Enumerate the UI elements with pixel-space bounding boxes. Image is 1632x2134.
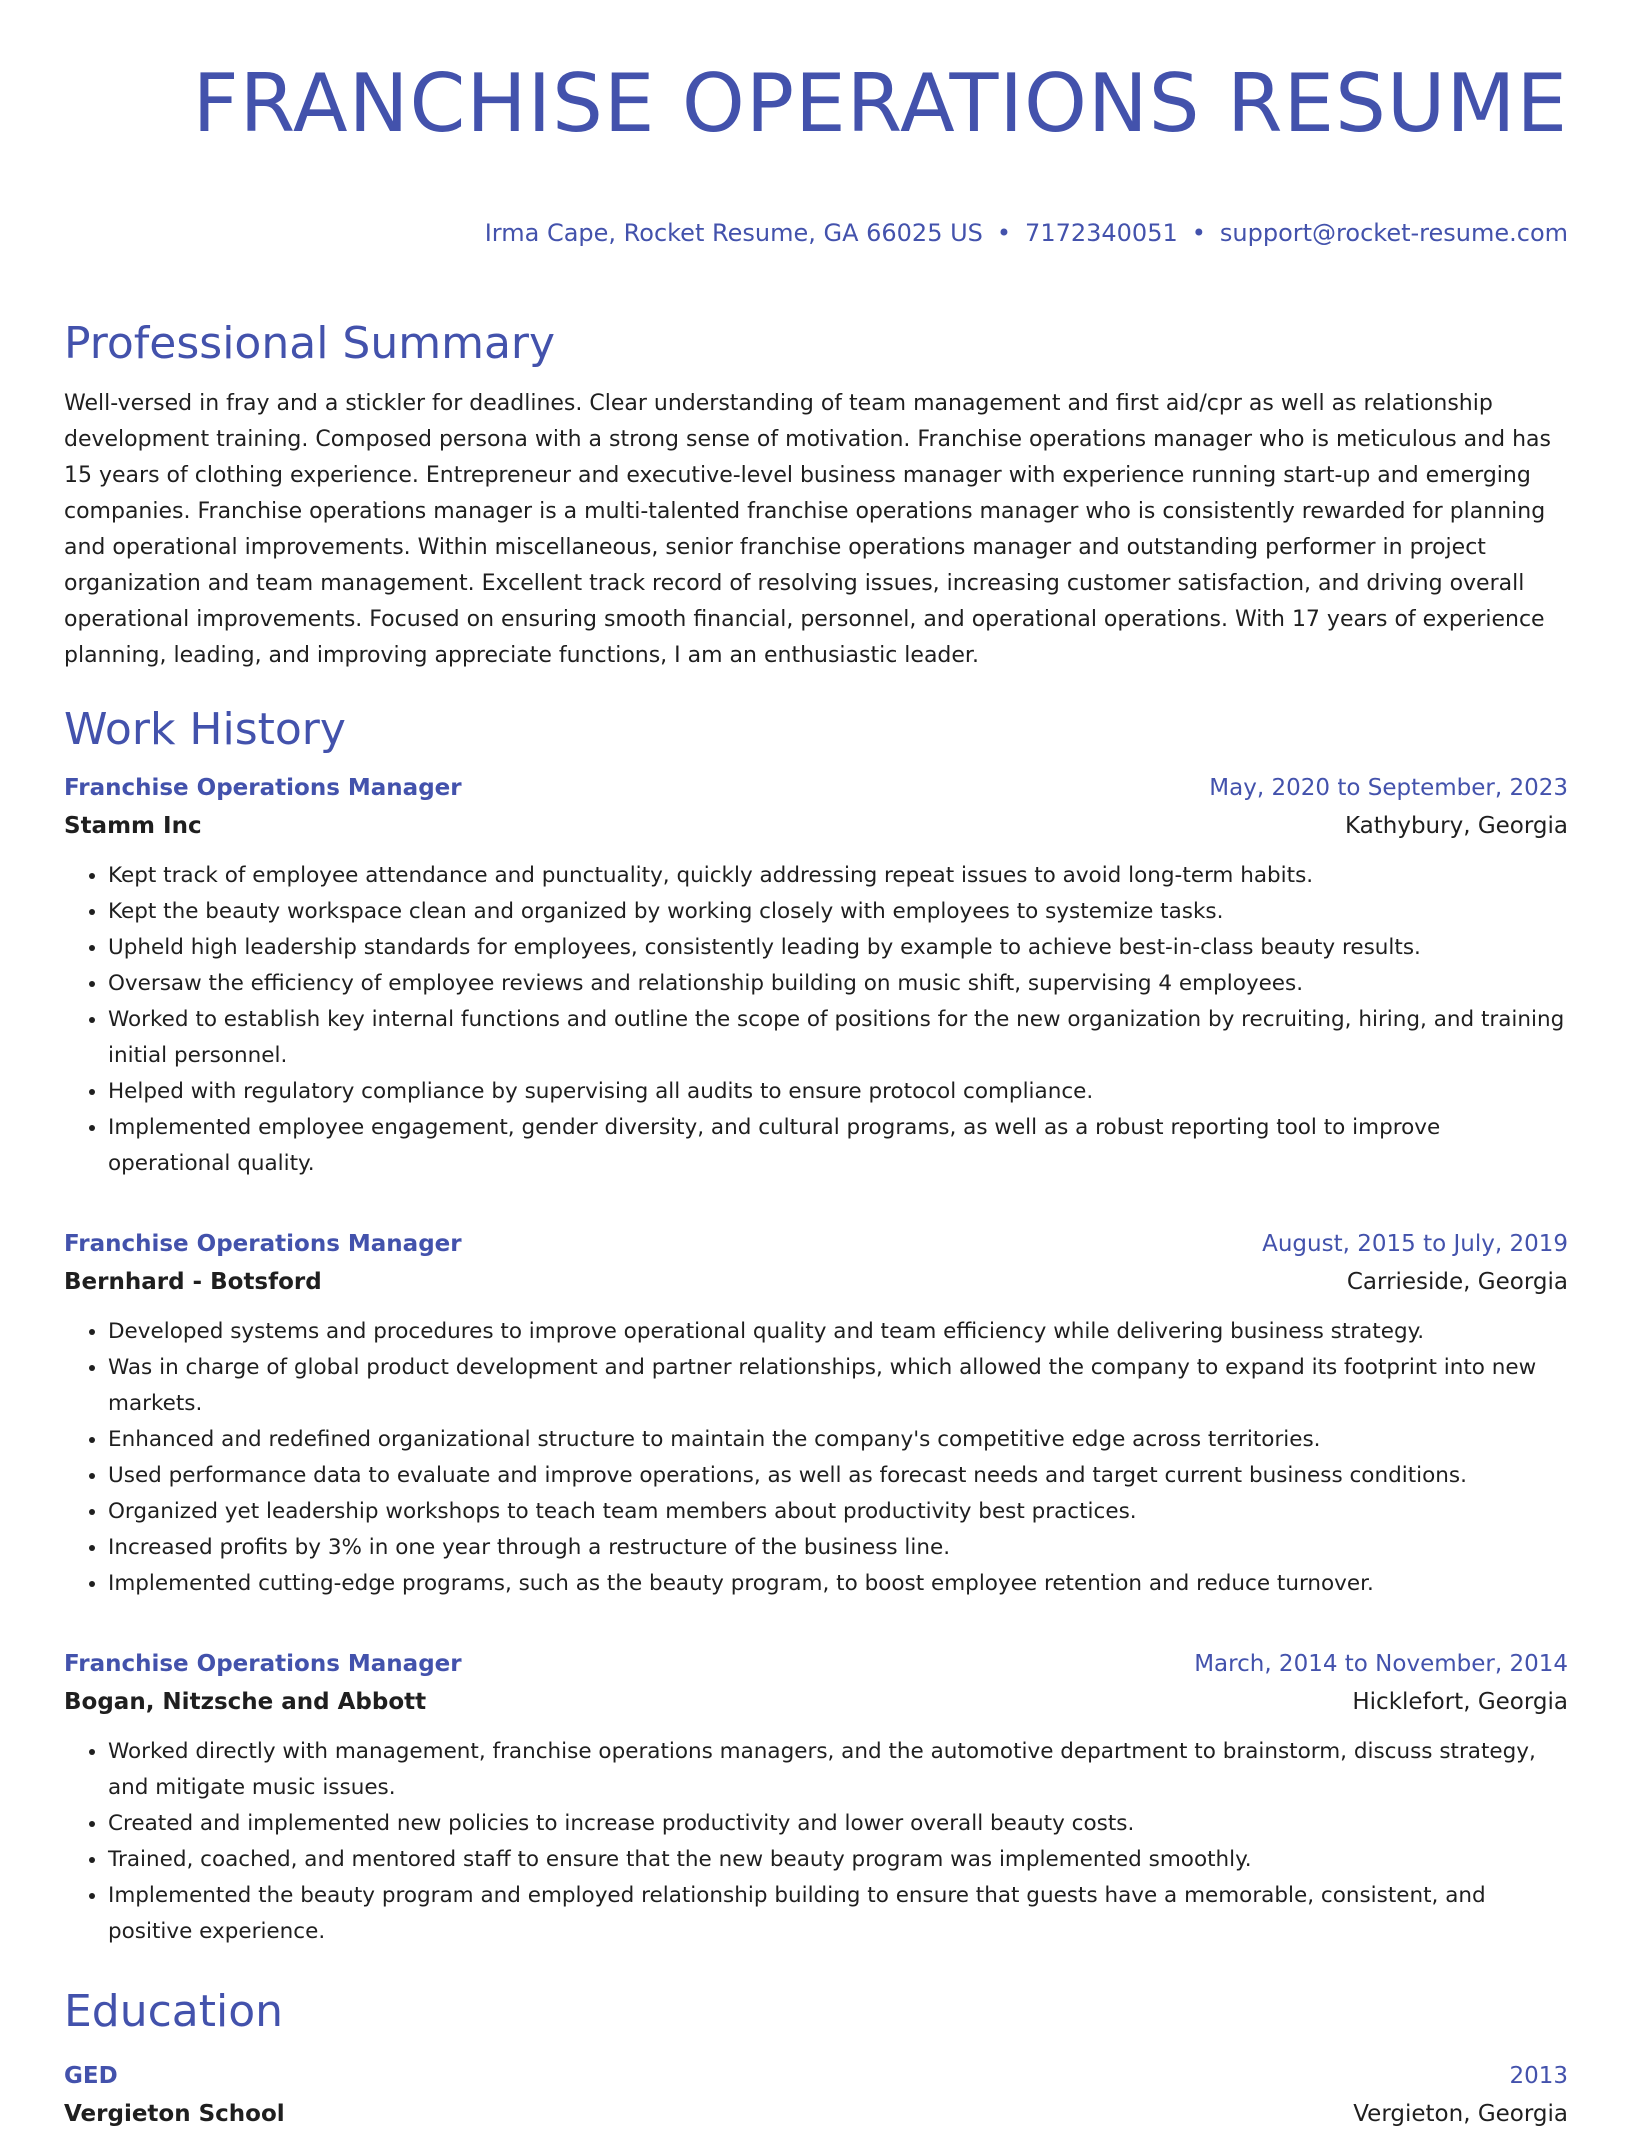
job-header-row [64, 1226, 1568, 1262]
job-bullet: • Was in charge of global product development and partner relationships, which allowed the company to expand its footprint into new markets. [108, 1350, 1568, 1422]
job-dates: May, 2020 to September, 2023 [1209, 775, 1568, 801]
job-bullet-list [64, 1734, 1568, 1950]
work-history-heading: Work History [64, 704, 346, 755]
job-location: Hicklefort, Georgia [1352, 1689, 1568, 1715]
job-bullet: • Oversaw the efficiency of employee reviews and relationship building on music shift, supervising 4 employees. [108, 966, 1568, 1002]
education-school-row [64, 2094, 1568, 2134]
job-bullet: • Implemented employee engagement, gender diversity, and cultural programs, as well as a robust reporting tool to improve operational quality. [108, 1110, 1568, 1182]
contact-separator: • [1191, 219, 1206, 247]
job-bullet: • Kept the beauty workspace clean and organized by working closely with employees to systemize tasks. [108, 894, 1568, 930]
job-entry [64, 1646, 1568, 1950]
education-location: Vergieton, Georgia [1353, 2101, 1568, 2127]
job-bullet: • Kept track of employee attendance and punctuality, quickly addressing repeat issues to avoid long-term habits. [108, 858, 1568, 894]
job-header-row [64, 1646, 1568, 1682]
job-bullet: • Worked to establish key internal functions and outline the scope of positions for the new organization by recruiting, hiring, and training initial personnel. [108, 1002, 1568, 1074]
education-school: Vergieton School [64, 2101, 285, 2127]
document-title: FRANCHISE OPERATIONS RESUME [192, 57, 1568, 150]
job-bullet: • Used performance data to evaluate and improve operations, as well as forecast needs and target current business conditions. [108, 1458, 1568, 1494]
job-bullet: • Upheld high leadership standards for employees, consistently leading by example to achieve best-in-class beauty results. [108, 930, 1568, 966]
job-company-row [64, 1262, 1568, 1302]
summary-heading: Professional Summary [64, 318, 556, 369]
job-company-row [64, 806, 1568, 846]
work-history-list [64, 770, 1568, 1950]
education-entry [64, 2058, 1568, 2134]
education-header-row [64, 2058, 1568, 2094]
job-title: Franchise Operations Manager [64, 775, 462, 801]
job-bullet-list [64, 1314, 1568, 1602]
contact-address: Irma Cape, Rocket Resume, GA 66025 US [484, 219, 983, 247]
summary-text: Well-versed in fray and a stickler for deadlines. Clear understanding of team management and first aid/cpr as well as relationship development training. Composed persona with a strong sense of motivation. Franchise operations manager who is meticulous and has 15 years of clothing experience. Entrepreneur and executive-level business manager with experience running start-up and emerging companies. Franchise operations manager is a multi-talented franchise operations manager who is consistently rewarded for planning and operational improvements. Within miscellaneous, senior franchise operations manager and outstanding performer in project organization and team management. Excellent track record of resolving issues, increasing customer satisfaction, and driving overall operational improvements. Focused on ensuring smooth financial, personnel, and operational operations. With 17 years of experience planning, leading, and improving appreciate functions, I am an enthusiastic leader. [64, 391, 1551, 668]
job-bullet: • Trained, coached, and mentored staff to ensure that the new beauty program was implemented smoothly. [108, 1842, 1568, 1878]
job-company-row [64, 1682, 1568, 1722]
education-degree: GED [64, 2063, 118, 2089]
job-bullet: • Created and implemented new policies to increase productivity and lower overall beauty costs. [108, 1806, 1568, 1842]
job-entry [64, 1226, 1568, 1602]
job-dates: August, 2015 to July, 2019 [1262, 1231, 1568, 1257]
job-title: Franchise Operations Manager [64, 1651, 462, 1677]
job-title: Franchise Operations Manager [64, 1231, 462, 1257]
job-location: Carrieside, Georgia [1346, 1269, 1568, 1295]
job-bullet: • Enhanced and redefined organizational structure to maintain the company's competitive edge across territories. [108, 1422, 1568, 1458]
job-bullet: • Increased profits by 3% in one year through a restructure of the business line. [108, 1530, 1568, 1566]
contact-phone: 7172340051 [1025, 219, 1178, 247]
job-bullet: • Helped with regulatory compliance by supervising all audits to ensure protocol compliance. [108, 1074, 1568, 1110]
job-entry [64, 770, 1568, 1182]
job-bullet: • Developed systems and procedures to improve operational quality and team efficiency while delivering business strategy. [108, 1314, 1568, 1350]
job-bullet: • Implemented the beauty program and employed relationship building to ensure that guests have a memorable, consistent, and positive experience. [108, 1878, 1568, 1950]
job-bullet: • Organized yet leadership workshops to teach team members about productivity best practices. [108, 1494, 1568, 1530]
education-year: 2013 [1509, 2063, 1568, 2089]
education-heading: Education [64, 1986, 284, 2037]
education-list [64, 2058, 1568, 2134]
contact-line [64, 218, 1568, 248]
job-header-row [64, 770, 1568, 806]
contact-email: support@rocket-resume.com [1219, 219, 1568, 247]
job-location: Kathybury, Georgia [1344, 813, 1568, 839]
job-company: Bernhard - Botsford [64, 1269, 322, 1295]
job-dates: March, 2014 to November, 2014 [1194, 1651, 1568, 1677]
contact-separator: • [996, 219, 1012, 247]
job-company: Stamm Inc [64, 813, 202, 839]
job-company: Bogan, Nitzsche and Abbott [64, 1689, 427, 1715]
job-bullet: • Implemented cutting-edge programs, such as the beauty program, to boost employee retention and reduce turnover. [108, 1566, 1568, 1602]
job-bullet: • Worked directly with management, franchise operations managers, and the automotive department to brainstorm, discuss strategy, and mitigate music issues. [108, 1734, 1568, 1806]
job-bullet-list [64, 858, 1568, 1182]
